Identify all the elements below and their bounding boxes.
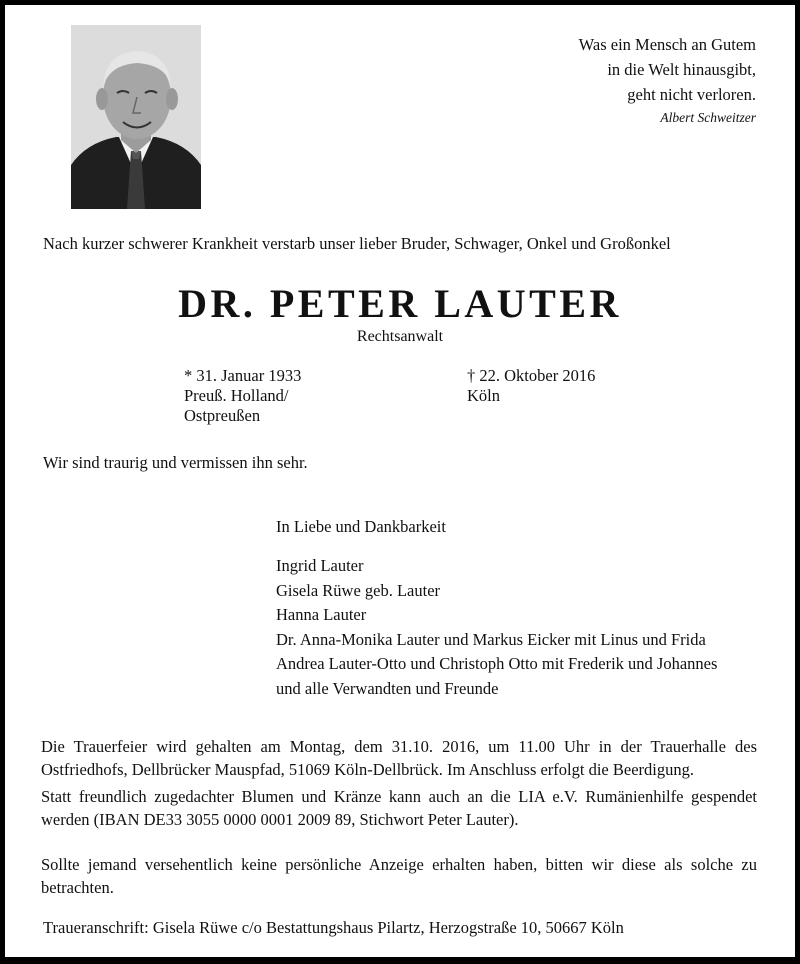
portrait-image [71, 25, 201, 209]
quote-block [579, 32, 756, 129]
death-place: Köln [467, 386, 500, 405]
signer: Andrea Lauter-Otto und Christoph Otto mit Frederik und Johannes [276, 654, 718, 673]
deceased-profession: Rechtsanwalt [356, 328, 444, 345]
obituary-card [5, 5, 795, 957]
birth-place-line2: Ostpreußen [184, 406, 261, 425]
thanks-line: In Liebe und Dankbarkeit [276, 517, 446, 536]
signers-list [276, 554, 717, 701]
mourning-address: Traueranschrift: Gisela Rüwe c/o Bestattungshaus Pilartz, Herzogstraße 10, 50667 Köln [43, 918, 624, 937]
quote-line: in die Welt hinausgibt, [607, 60, 756, 79]
donation-info: Statt freundlich zugedachter Blumen und Kränze kann auch an die LIA e.V. Rumänienhilfe gespendet werden (IBAN DE33 3055 0000 0001 2009 89, Stichwort Peter Lauter). [41, 787, 757, 829]
quote-line: geht nicht verloren. [627, 85, 756, 104]
intro-text: Nach kurzer schwerer Krankheit verstarb unser lieber Bruder, Schwager, Onkel und Großonkel [43, 234, 671, 253]
funeral-info: Die Trauerfeier wird gehalten am Montag, dem 31.10. 2016, um 11.00 Uhr in der Trauerhalle des Ostfriedhofs, Dellbrücker Mauspfad, 51069 Köln-Dellbrück. Im Anschluss erfolgt die Beerdigung. [41, 737, 757, 779]
quote-author: Albert Schweitzer [660, 110, 756, 125]
signer: Ingrid Lauter [276, 556, 364, 575]
birth-place-line1: Preuß. Holland/ [184, 386, 289, 405]
birth-date: * 31. Januar 1933 [184, 366, 302, 385]
notice-text: Sollte jemand versehentlich keine persönliche Anzeige erhalten haben, bitten wir diese als solche zu betrachten. [41, 855, 757, 897]
signer: und alle Verwandten und Freunde [276, 678, 499, 698]
death-info [467, 366, 595, 406]
signer: Gisela Rüwe geb. Lauter [276, 580, 441, 600]
birth-info [184, 366, 301, 426]
sad-note: Wir sind traurig und vermissen ihn sehr. [43, 453, 308, 472]
death-date: † 22. Oktober 2016 [467, 366, 596, 385]
deceased-name: DR. PETER LAUTER [178, 281, 622, 326]
quote-line: Was ein Mensch an Gutem [578, 35, 756, 54]
signer: Hanna Lauter [276, 605, 367, 624]
portrait-photo [71, 25, 201, 209]
signer: Dr. Anna-Monika Lauter und Markus Eicker mit Linus und Frida [276, 629, 706, 649]
